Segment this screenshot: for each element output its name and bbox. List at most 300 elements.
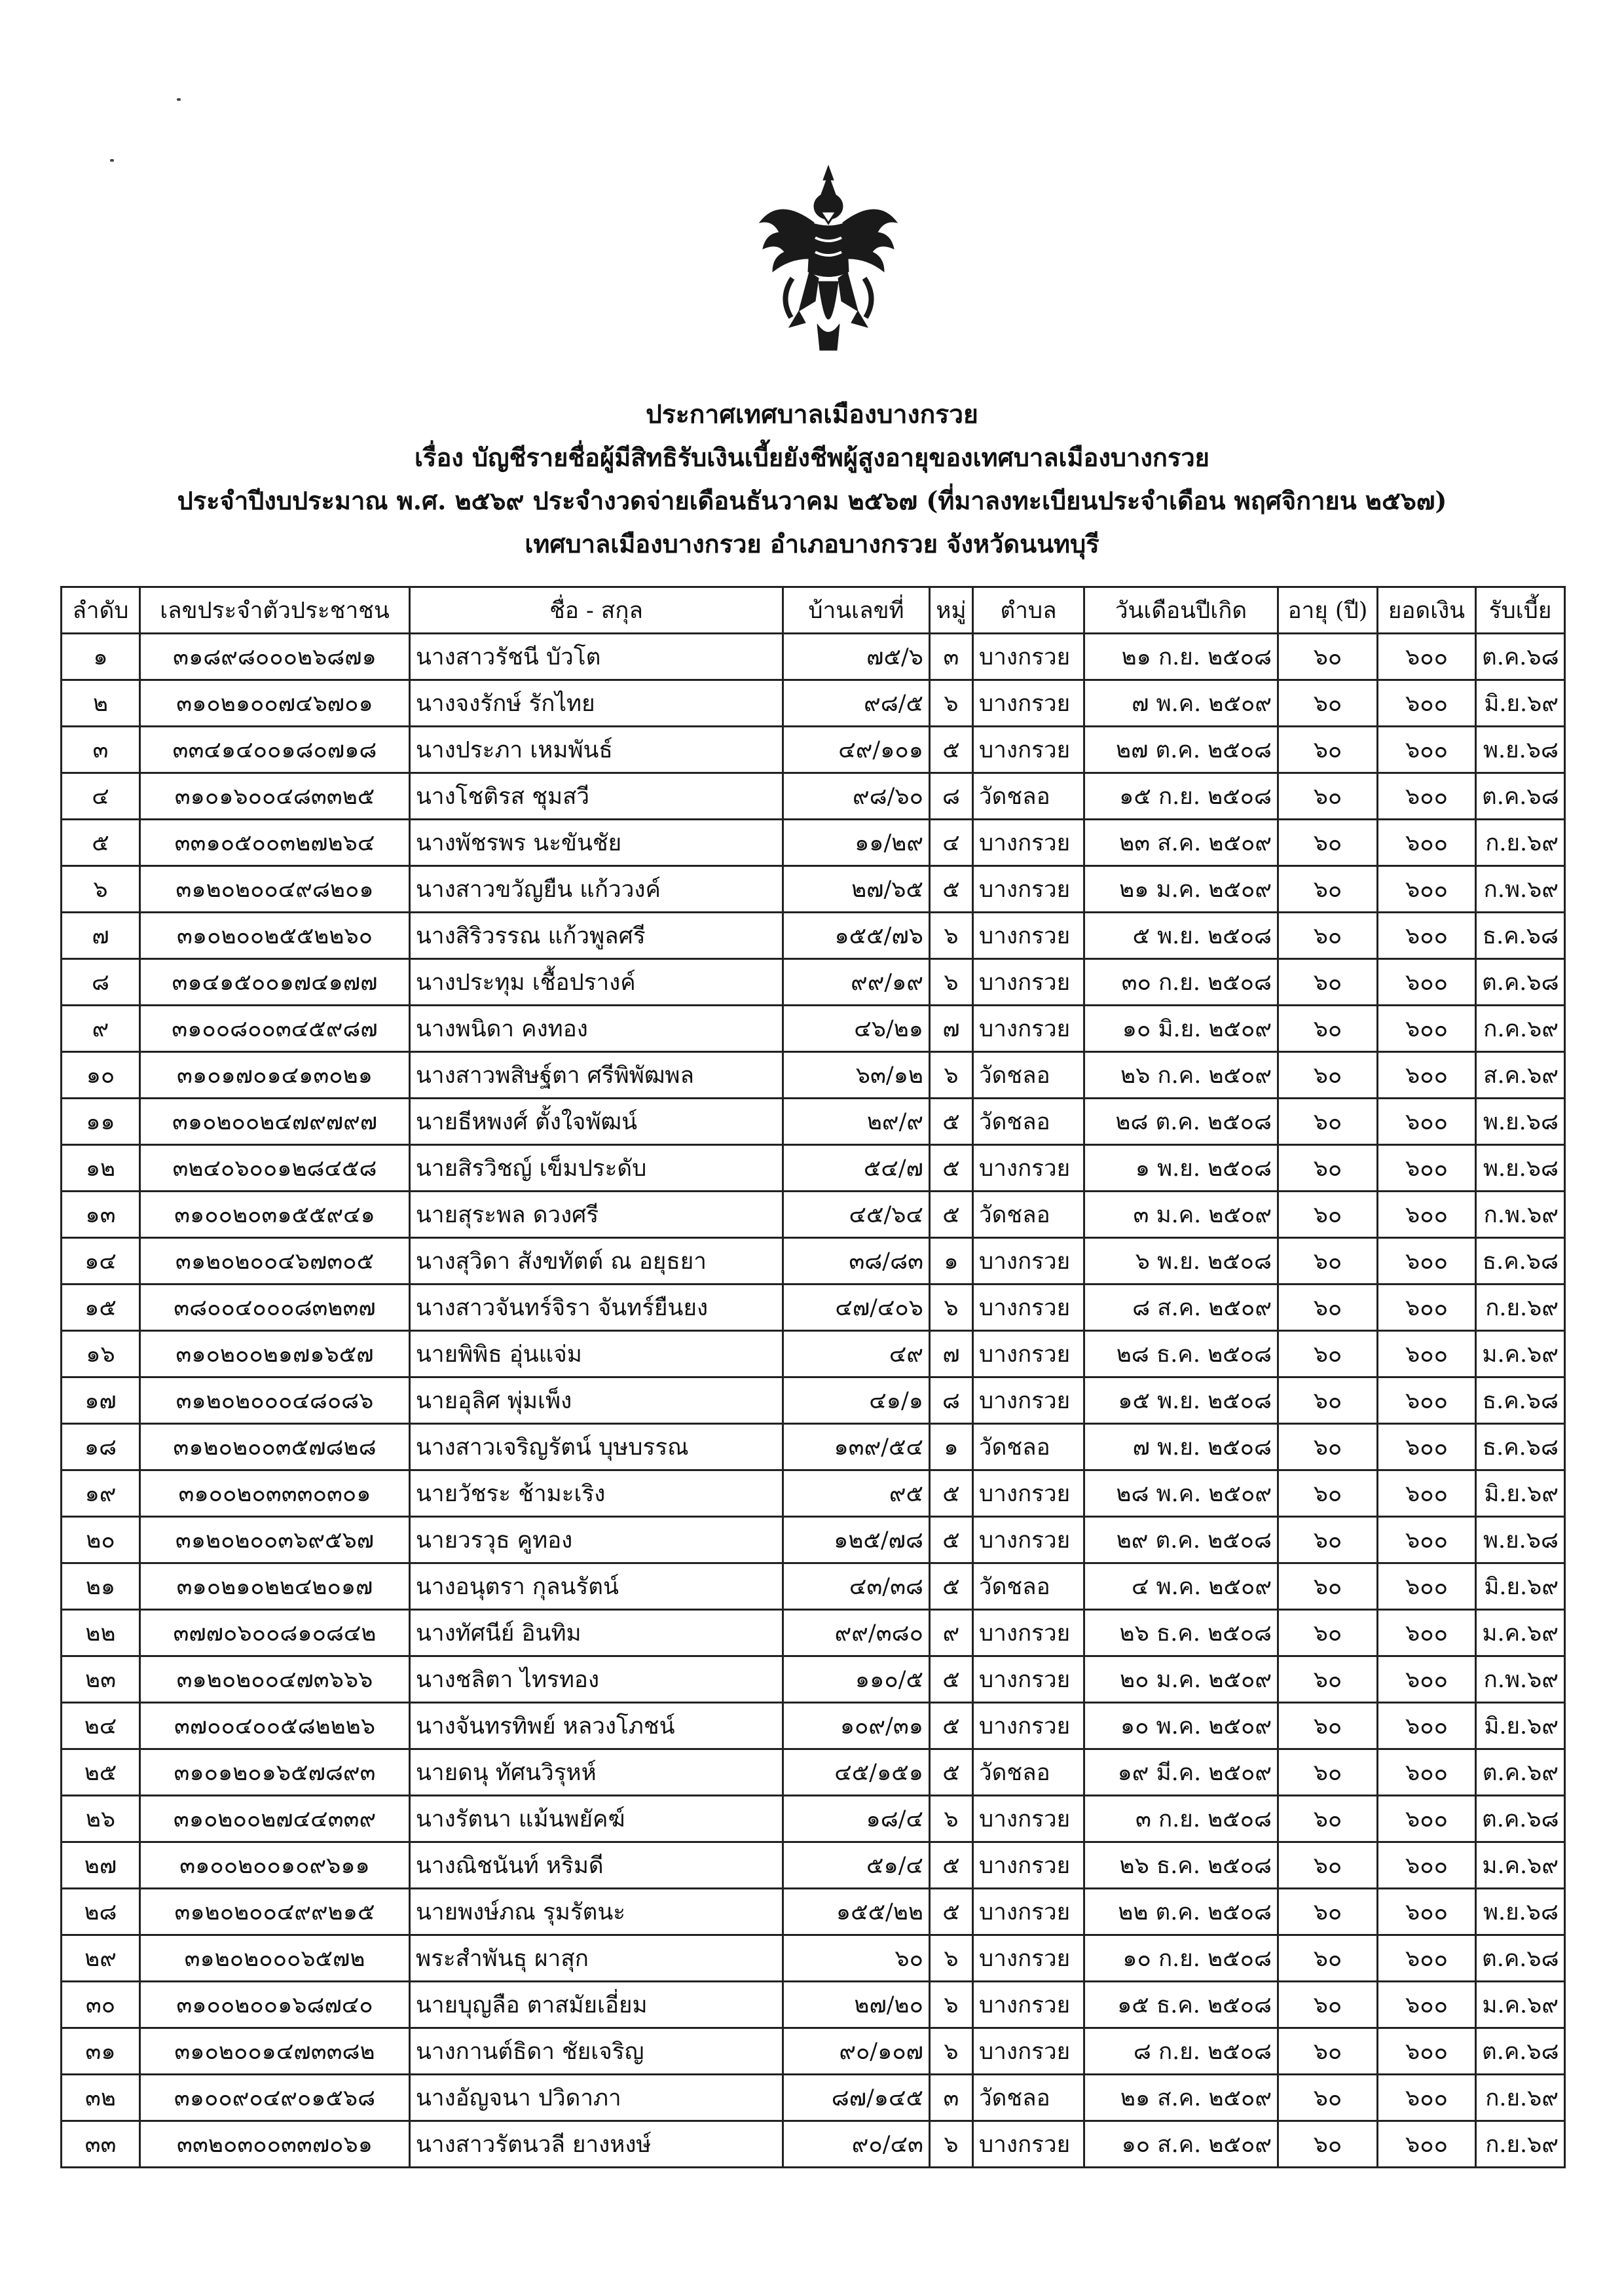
house-no-cell: ๑๑๐/๕	[783, 1656, 930, 1703]
table-body	[62, 634, 1565, 2168]
announcement-title: ประกาศเทศบาลเมืองบางกรวย	[646, 399, 978, 429]
subdistrict-cell: บางกรวย	[973, 866, 1084, 913]
birthdate-cell: ๒๓ ส.ค. ๒๕๐๙	[1084, 820, 1278, 866]
start-month-cell: ม.ค.๖๙	[1476, 1842, 1565, 1889]
seq-cell: ๕	[62, 820, 140, 866]
table-row	[62, 1656, 1565, 1703]
citizen-id-cell: ๓๑๐๑๒๐๑๖๕๗๘๙๓	[140, 1749, 410, 1796]
age-cell: ๖๐	[1278, 2121, 1378, 2168]
amount-cell: ๖๐๐	[1378, 866, 1476, 913]
subdistrict-cell: บางกรวย	[973, 1377, 1084, 1424]
birthdate-cell: ๘ ส.ค. ๒๕๐๙	[1084, 1285, 1278, 1331]
house-no-cell: ๙๙/๓๘๐	[783, 1610, 930, 1656]
table-row	[62, 1145, 1565, 1192]
subdistrict-cell: บางกรวย	[973, 1703, 1084, 1749]
age-cell: ๖๐	[1278, 1610, 1378, 1656]
subdistrict-cell: บางกรวย	[973, 1610, 1084, 1656]
moo-cell: ๖	[930, 2121, 973, 2168]
age-cell: ๖๐	[1278, 1424, 1378, 1470]
start-month-cell: ก.พ.๖๙	[1476, 866, 1565, 913]
house-no-cell: ๔๕/๑๕๑	[783, 1749, 930, 1796]
table-row	[62, 1377, 1565, 1424]
subdistrict-cell: บางกรวย	[973, 1006, 1084, 1052]
start-month-cell: พ.ย.๖๘	[1476, 1517, 1565, 1563]
start-month-cell: ส.ค.๖๙	[1476, 1052, 1565, 1099]
house-no-cell: ๑๕๕/๗๖	[783, 913, 930, 959]
birthdate-cell: ๑๕ พ.ย. ๒๕๐๘	[1084, 1377, 1278, 1424]
moo-cell: ๖	[930, 1285, 973, 1331]
moo-cell: ๖	[930, 1935, 973, 1982]
start-month-cell: พ.ย.๖๘	[1476, 727, 1565, 773]
age-cell: ๖๐	[1278, 727, 1378, 773]
name-cell: นายสุระพล ดวงศรี	[410, 1192, 783, 1238]
moo-cell: ๗	[930, 1331, 973, 1377]
house-no-cell: ๑๘/๔	[783, 1796, 930, 1842]
name-cell: นางประภา เหมพันธ์	[410, 727, 783, 773]
amount-cell: ๖๐๐	[1378, 820, 1476, 866]
moo-cell: ๕	[930, 1563, 973, 1610]
house-no-cell: ๑๑/๒๙	[783, 820, 930, 866]
start-month-cell: ต.ค.๖๘	[1476, 1796, 1565, 1842]
birthdate-cell: ๗ พ.ค. ๒๕๐๙	[1084, 680, 1278, 727]
start-month-cell: ก.ย.๖๙	[1476, 2075, 1565, 2121]
moo-cell: ๖	[930, 913, 973, 959]
column-header-birthdate: วันเดือนปีเกิด	[1084, 587, 1278, 634]
citizen-id-cell: ๓๓๒๐๓๐๐๓๓๗๐๖๑	[140, 2121, 410, 2168]
moo-cell: ๖	[930, 959, 973, 1006]
house-no-cell: ๖๓/๑๒	[783, 1052, 930, 1099]
house-no-cell: ๖๐	[783, 1935, 930, 1982]
seq-cell: ๑๓	[62, 1192, 140, 1238]
column-header-moo: หมู่	[930, 587, 973, 634]
birthdate-cell: ๑๕ ก.ย. ๒๕๐๘	[1084, 773, 1278, 820]
seq-cell: ๒๑	[62, 1563, 140, 1610]
subdistrict-cell: วัดชลอ	[973, 1563, 1084, 1610]
start-month-cell: ต.ค.๖๘	[1476, 959, 1565, 1006]
moo-cell: ๖	[930, 1796, 973, 1842]
subdistrict-cell: วัดชลอ	[973, 1749, 1084, 1796]
seq-cell: ๒๗	[62, 1842, 140, 1889]
seq-cell: ๖	[62, 866, 140, 913]
citizen-id-cell: ๓๑๒๐๒๐๐๐๖๕๗๒	[140, 1935, 410, 1982]
subdistrict-cell: วัดชลอ	[973, 1424, 1084, 1470]
start-month-cell: ก.ย.๖๙	[1476, 820, 1565, 866]
subdistrict-cell: บางกรวย	[973, 1796, 1084, 1842]
house-no-cell: ๘๗/๑๔๕	[783, 2075, 930, 2121]
birthdate-cell: ๑๙ มี.ค. ๒๕๐๙	[1084, 1749, 1278, 1796]
start-month-cell: ม.ค.๖๙	[1476, 1610, 1565, 1656]
start-month-cell: ต.ค.๖๘	[1476, 773, 1565, 820]
citizen-id-cell: ๓๑๒๐๒๐๐๔๗๓๖๖๖	[140, 1656, 410, 1703]
name-cell: นางประทุม เชื้อปรางค์	[410, 959, 783, 1006]
age-cell: ๖๐	[1278, 959, 1378, 1006]
amount-cell: ๖๐๐	[1378, 1935, 1476, 1982]
citizen-id-cell: ๓๑๐๒๐๐๒๔๗๙๗๙๗	[140, 1099, 410, 1145]
amount-cell: ๖๐๐	[1378, 1006, 1476, 1052]
amount-cell: ๖๐๐	[1378, 1889, 1476, 1935]
birthdate-cell: ๕ พ.ย. ๒๕๐๘	[1084, 913, 1278, 959]
seq-cell: ๑๔	[62, 1238, 140, 1285]
start-month-cell: ธ.ค.๖๘	[1476, 1424, 1565, 1470]
name-cell: นางอัญจนา ปวิดาภา	[410, 2075, 783, 2121]
name-cell: นางสาวขวัญยืน แก้ววงค์	[410, 866, 783, 913]
subdistrict-cell: บางกรวย	[973, 1889, 1084, 1935]
age-cell: ๖๐	[1278, 680, 1378, 727]
subdistrict-cell: บางกรวย	[973, 2121, 1084, 2168]
table-row	[62, 1052, 1565, 1099]
seq-cell: ๒๐	[62, 1517, 140, 1563]
amount-cell: ๖๐๐	[1378, 913, 1476, 959]
citizen-id-cell: ๓๑๐๐๒๐๐๑๐๙๖๑๑	[140, 1842, 410, 1889]
house-no-cell: ๒๗/๖๕	[783, 866, 930, 913]
age-cell: ๖๐	[1278, 1889, 1378, 1935]
house-no-cell: ๙๕	[783, 1470, 930, 1517]
birthdate-cell: ๓ ม.ค. ๒๕๐๙	[1084, 1192, 1278, 1238]
table-row	[62, 1842, 1565, 1889]
birthdate-cell: ๗ พ.ย. ๒๕๐๘	[1084, 1424, 1278, 1470]
name-cell: นายพิพิธ อุ่นแจ่ม	[410, 1331, 783, 1377]
table-row	[62, 1099, 1565, 1145]
subdistrict-cell: บางกรวย	[973, 1842, 1084, 1889]
table-row	[62, 680, 1565, 727]
amount-cell: ๖๐๐	[1378, 1703, 1476, 1749]
amount-cell: ๖๐๐	[1378, 1099, 1476, 1145]
start-month-cell: ต.ค.๖๙	[1476, 1749, 1565, 1796]
citizen-id-cell: ๓๑๐๒๐๐๒๑๗๑๖๕๗	[140, 1331, 410, 1377]
subdistrict-cell: บางกรวย	[973, 959, 1084, 1006]
table-row	[62, 2075, 1565, 2121]
moo-cell: ๕	[930, 1842, 973, 1889]
announcement-location: เทศบาลเมืองบางกรวย อำเภอบางกรวย จังหวัดนนทบุรี	[525, 529, 1099, 558]
seq-cell: ๑๙	[62, 1470, 140, 1517]
name-cell: นายสิรวิชญ์ เข็มประดับ	[410, 1145, 783, 1192]
birthdate-cell: ๒๐ ม.ค. ๒๕๐๙	[1084, 1656, 1278, 1703]
age-cell: ๖๐	[1278, 1331, 1378, 1377]
start-month-cell: ต.ค.๖๘	[1476, 2028, 1565, 2075]
start-month-cell: มิ.ย.๖๙	[1476, 1563, 1565, 1610]
birthdate-cell: ๖ พ.ย. ๒๕๐๘	[1084, 1238, 1278, 1285]
moo-cell: ๘	[930, 773, 973, 820]
amount-cell: ๖๐๐	[1378, 634, 1476, 680]
start-month-cell: ธ.ค.๖๘	[1476, 1238, 1565, 1285]
column-header-name: ชื่อ - สกุล	[410, 587, 783, 634]
age-cell: ๖๐	[1278, 1982, 1378, 2028]
column-header-citizen-id: เลขประจำตัวประชาชน	[140, 587, 410, 634]
name-cell: นายธีหพงศ์ ตั้งใจพัฒน์	[410, 1099, 783, 1145]
amount-cell: ๖๐๐	[1378, 1517, 1476, 1563]
age-cell: ๖๐	[1278, 1703, 1378, 1749]
subdistrict-cell: บางกรวย	[973, 1935, 1084, 1982]
birthdate-cell: ๓ ก.ย. ๒๕๐๘	[1084, 1796, 1278, 1842]
subdistrict-cell: บางกรวย	[973, 2028, 1084, 2075]
citizen-id-cell: ๓๑๒๐๒๐๐๔๖๗๓๐๕	[140, 1238, 410, 1285]
birthdate-cell: ๒๗ ต.ค. ๒๕๐๘	[1084, 727, 1278, 773]
name-cell: นางณิชนันท์ หริมดี	[410, 1842, 783, 1889]
column-header-age: อายุ (ปี)	[1278, 587, 1378, 634]
house-no-cell: ๑๓๙/๕๔	[783, 1424, 930, 1470]
amount-cell: ๖๐๐	[1378, 1610, 1476, 1656]
age-cell: ๖๐	[1278, 1192, 1378, 1238]
amount-cell: ๖๐๐	[1378, 1982, 1476, 2028]
birthdate-cell: ๑๐ ก.ย. ๒๕๐๘	[1084, 1935, 1278, 1982]
amount-cell: ๖๐๐	[1378, 680, 1476, 727]
birthdate-cell: ๓๐ ก.ย. ๒๕๐๘	[1084, 959, 1278, 1006]
birthdate-cell: ๒๑ ก.ย. ๒๕๐๘	[1084, 634, 1278, 680]
amount-cell: ๖๐๐	[1378, 1749, 1476, 1796]
house-no-cell: ๔๙/๑๐๑	[783, 727, 930, 773]
moo-cell: ๖	[930, 1052, 973, 1099]
name-cell: นายวัชระ ช้ามะเริง	[410, 1470, 783, 1517]
citizen-id-cell: ๓๑๒๐๒๐๐๐๔๘๐๘๖	[140, 1377, 410, 1424]
amount-cell: ๖๐๐	[1378, 1842, 1476, 1889]
name-cell: นางอนุตรา กุลนรัตน์	[410, 1563, 783, 1610]
start-month-cell: ม.ค.๖๙	[1476, 1982, 1565, 2028]
moo-cell: ๑	[930, 1424, 973, 1470]
birthdate-cell: ๒๖ ธ.ค. ๒๕๐๘	[1084, 1842, 1278, 1889]
age-cell: ๖๐	[1278, 1285, 1378, 1331]
amount-cell: ๖๐๐	[1378, 1192, 1476, 1238]
start-month-cell: ต.ค.๖๘	[1476, 1935, 1565, 1982]
moo-cell: ๓	[930, 2075, 973, 2121]
name-cell: นางจงรักษ์ รักไทย	[410, 680, 783, 727]
citizen-id-cell: ๓๑๐๐๘๐๐๓๔๕๙๘๗	[140, 1006, 410, 1052]
subdistrict-cell: บางกรวย	[973, 820, 1084, 866]
table-row	[62, 1285, 1565, 1331]
moo-cell: ๙	[930, 1610, 973, 1656]
birthdate-cell: ๒๑ ส.ค. ๒๕๐๙	[1084, 2075, 1278, 2121]
amount-cell: ๖๐๐	[1378, 1563, 1476, 1610]
birthdate-cell: ๑๐ พ.ค. ๒๕๐๙	[1084, 1703, 1278, 1749]
moo-cell: ๔	[930, 820, 973, 866]
subdistrict-cell: บางกรวย	[973, 1656, 1084, 1703]
seq-cell: ๑	[62, 634, 140, 680]
amount-cell: ๖๐๐	[1378, 2075, 1476, 2121]
house-no-cell: ๔๗/๔๐๖	[783, 1285, 930, 1331]
table-row	[62, 1470, 1565, 1517]
name-cell: นางสาวรัตนวลี ยางหงษ์	[410, 2121, 783, 2168]
citizen-id-cell: ๓๑๒๐๒๐๐๓๕๗๘๒๘	[140, 1424, 410, 1470]
age-cell: ๖๐	[1278, 866, 1378, 913]
seq-cell: ๑๘	[62, 1424, 140, 1470]
table-row	[62, 773, 1565, 820]
subdistrict-cell: บางกรวย	[973, 1517, 1084, 1563]
name-cell: นางสาวพสิษฐ์ตา ศรีพิพัฒพล	[410, 1052, 783, 1099]
seq-cell: ๒๓	[62, 1656, 140, 1703]
column-header-subdistrict: ตำบล	[973, 587, 1084, 634]
name-cell: นางรัตนา แม้นพยัคฆ์	[410, 1796, 783, 1842]
house-no-cell: ๔๙	[783, 1331, 930, 1377]
beneficiary-table	[60, 586, 1566, 2168]
table-row	[62, 634, 1565, 680]
seq-cell: ๑๑	[62, 1099, 140, 1145]
start-month-cell: ก.ย.๖๙	[1476, 1285, 1565, 1331]
table-row	[62, 1982, 1565, 2028]
subdistrict-cell: บางกรวย	[973, 1238, 1084, 1285]
house-no-cell: ๒๗/๒๐	[783, 1982, 930, 2028]
amount-cell: ๖๐๐	[1378, 1470, 1476, 1517]
subdistrict-cell: บางกรวย	[973, 1331, 1084, 1377]
birthdate-cell: ๑๕ ธ.ค. ๒๕๐๘	[1084, 1982, 1278, 2028]
moo-cell: ๕	[930, 1145, 973, 1192]
seq-cell: ๑๕	[62, 1285, 140, 1331]
subdistrict-cell: บางกรวย	[973, 1470, 1084, 1517]
citizen-id-cell: ๓๑๐๐๒๐๓๓๓๐๓๐๑	[140, 1470, 410, 1517]
moo-cell: ๕	[930, 1749, 973, 1796]
table-row	[62, 1889, 1565, 1935]
name-cell: นายพงษ์ภณ รุมรัตนะ	[410, 1889, 783, 1935]
table-row	[62, 2121, 1565, 2168]
age-cell: ๖๐	[1278, 1006, 1378, 1052]
table-row	[62, 913, 1565, 959]
house-no-cell: ๙๐/๔๓	[783, 2121, 930, 2168]
citizen-id-cell: ๓๗๐๐๔๐๐๕๘๒๒๒๖	[140, 1703, 410, 1749]
name-cell: นางสาวจันทร์จิรา จันทร์ยืนยง	[410, 1285, 783, 1331]
moo-cell: ๗	[930, 1006, 973, 1052]
birthdate-cell: ๒๒ ต.ค. ๒๕๐๘	[1084, 1889, 1278, 1935]
birthdate-cell: ๑๐ มิ.ย. ๒๕๐๙	[1084, 1006, 1278, 1052]
house-no-cell: ๙๘/๕	[783, 680, 930, 727]
column-header-amount: ยอดเงิน	[1378, 587, 1476, 634]
start-month-cell: ธ.ค.๖๘	[1476, 913, 1565, 959]
start-month-cell: พ.ย.๖๘	[1476, 1889, 1565, 1935]
table-row	[62, 2028, 1565, 2075]
house-no-cell: ๗๕/๖	[783, 634, 930, 680]
subdistrict-cell: วัดชลอ	[973, 1192, 1084, 1238]
start-month-cell: มิ.ย.๖๙	[1476, 1470, 1565, 1517]
house-no-cell: ๕๑/๔	[783, 1842, 930, 1889]
garuda-emblem-icon	[753, 160, 904, 357]
subdistrict-cell: วัดชลอ	[973, 1099, 1084, 1145]
citizen-id-cell: ๓๑๐๒๑๐๐๗๔๖๗๐๑	[140, 680, 410, 727]
table-row	[62, 1749, 1565, 1796]
citizen-id-cell: ๓๒๔๐๖๐๐๑๒๘๔๕๘	[140, 1145, 410, 1192]
citizen-id-cell: ๓๑๐๐๒๐๐๑๖๘๗๔๐	[140, 1982, 410, 2028]
moo-cell: ๖	[930, 2028, 973, 2075]
moo-cell: ๕	[930, 727, 973, 773]
birthdate-cell: ๒๖ ธ.ค. ๒๕๐๘	[1084, 1610, 1278, 1656]
amount-cell: ๖๐๐	[1378, 1656, 1476, 1703]
start-month-cell: พ.ย.๖๘	[1476, 1145, 1565, 1192]
scan-speck	[177, 98, 181, 101]
seq-cell: ๓	[62, 727, 140, 773]
table-row	[62, 1006, 1565, 1052]
name-cell: พระสำพันธุ ผาสุก	[410, 1935, 783, 1982]
name-cell: นางกานต์ธิดา ชัยเจริญ	[410, 2028, 783, 2075]
seq-cell: ๒๖	[62, 1796, 140, 1842]
amount-cell: ๖๐๐	[1378, 727, 1476, 773]
name-cell: นายวรวุธ คูทอง	[410, 1517, 783, 1563]
age-cell: ๖๐	[1278, 913, 1378, 959]
subdistrict-cell: วัดชลอ	[973, 2075, 1084, 2121]
seq-cell: ๓๓	[62, 2121, 140, 2168]
name-cell: นางพัชรพร นะขันชัย	[410, 820, 783, 866]
moo-cell: ๕	[930, 1703, 973, 1749]
amount-cell: ๖๐๐	[1378, 1796, 1476, 1842]
age-cell: ๖๐	[1278, 1052, 1378, 1099]
moo-cell: ๕	[930, 1517, 973, 1563]
subdistrict-cell: บางกรวย	[973, 1145, 1084, 1192]
birthdate-cell: ๒๖ ก.ค. ๒๕๐๙	[1084, 1052, 1278, 1099]
house-no-cell: ๓๘/๘๓	[783, 1238, 930, 1285]
citizen-id-cell: ๓๘๐๐๔๐๐๐๘๓๒๓๗	[140, 1285, 410, 1331]
amount-cell: ๖๐๐	[1378, 2028, 1476, 2075]
amount-cell: ๖๐๐	[1378, 1377, 1476, 1424]
birthdate-cell: ๒๘ ต.ค. ๒๕๐๘	[1084, 1099, 1278, 1145]
house-no-cell: ๑๒๕/๗๘	[783, 1517, 930, 1563]
column-header-seq: ลำดับ	[62, 587, 140, 634]
age-cell: ๖๐	[1278, 2075, 1378, 2121]
age-cell: ๖๐	[1278, 1842, 1378, 1889]
age-cell: ๖๐	[1278, 1377, 1378, 1424]
age-cell: ๖๐	[1278, 1749, 1378, 1796]
table-row	[62, 1563, 1565, 1610]
start-month-cell: ก.ค.๖๙	[1476, 1006, 1565, 1052]
seq-cell: ๑๗	[62, 1377, 140, 1424]
house-no-cell: ๑๕๕/๒๒	[783, 1889, 930, 1935]
table-row	[62, 1517, 1565, 1563]
name-cell: นางสาวรัชนี บัวโต	[410, 634, 783, 680]
citizen-id-cell: ๓๑๒๐๒๐๐๓๖๙๕๖๗	[140, 1517, 410, 1563]
moo-cell: ๕	[930, 1889, 973, 1935]
citizen-id-cell: ๓๑๐๒๐๐๒๕๕๒๒๖๐	[140, 913, 410, 959]
table-row	[62, 1238, 1565, 1285]
column-header-house-no: บ้านเลขที่	[783, 587, 930, 634]
citizen-id-cell: ๓๓๔๑๔๐๐๑๘๐๗๑๘	[140, 727, 410, 773]
seq-cell: ๒๘	[62, 1889, 140, 1935]
seq-cell: ๑๖	[62, 1331, 140, 1377]
age-cell: ๖๐	[1278, 1470, 1378, 1517]
name-cell: นายดนุ ทัศนวิรุหห์	[410, 1749, 783, 1796]
name-cell: นางสุวิดา สังขทัตต์ ณ อยุธยา	[410, 1238, 783, 1285]
column-header-start-month: รับเบี้ย	[1476, 587, 1565, 634]
name-cell: นางสาวเจริญรัตน์ บุษบรรณ	[410, 1424, 783, 1470]
table-row	[62, 1703, 1565, 1749]
citizen-id-cell: ๓๑๐๑๗๐๑๔๑๓๐๒๑	[140, 1052, 410, 1099]
name-cell: นางจันทรทิพย์ หลวงโภชน์	[410, 1703, 783, 1749]
house-no-cell: ๔๑/๑	[783, 1377, 930, 1424]
name-cell: นางสิริวรรณ แก้วพูลศรี	[410, 913, 783, 959]
moo-cell: ๕	[930, 1656, 973, 1703]
house-no-cell: ๙๐/๑๐๗	[783, 2028, 930, 2075]
moo-cell: ๕	[930, 1099, 973, 1145]
amount-cell: ๖๐๐	[1378, 1238, 1476, 1285]
announcement-header	[0, 393, 1624, 566]
table-row	[62, 866, 1565, 913]
age-cell: ๖๐	[1278, 773, 1378, 820]
citizen-id-cell: ๓๓๑๐๕๐๐๓๒๗๒๖๔	[140, 820, 410, 866]
citizen-id-cell: ๓๑๘๙๘๐๐๐๒๖๘๗๑	[140, 634, 410, 680]
moo-cell: ๕	[930, 1192, 973, 1238]
name-cell: นางโชติรส ชุมสวี	[410, 773, 783, 820]
seq-cell: ๒๒	[62, 1610, 140, 1656]
seq-cell: ๒๙	[62, 1935, 140, 1982]
citizen-id-cell: ๓๑๐๒๑๐๒๒๔๒๐๑๗	[140, 1563, 410, 1610]
start-month-cell: ก.พ.๖๙	[1476, 1192, 1565, 1238]
start-month-cell: มิ.ย.๖๙	[1476, 680, 1565, 727]
birthdate-cell: ๒๙ ต.ค. ๒๕๐๘	[1084, 1517, 1278, 1563]
house-no-cell: ๑๐๙/๓๑	[783, 1703, 930, 1749]
amount-cell: ๖๐๐	[1378, 959, 1476, 1006]
start-month-cell: พ.ย.๖๘	[1476, 1099, 1565, 1145]
table-row	[62, 820, 1565, 866]
amount-cell: ๖๐๐	[1378, 773, 1476, 820]
amount-cell: ๖๐๐	[1378, 1424, 1476, 1470]
amount-cell: ๖๐๐	[1378, 1285, 1476, 1331]
seq-cell: ๒๔	[62, 1703, 140, 1749]
age-cell: ๖๐	[1278, 2028, 1378, 2075]
seq-cell: ๒๕	[62, 1749, 140, 1796]
age-cell: ๖๐	[1278, 1099, 1378, 1145]
